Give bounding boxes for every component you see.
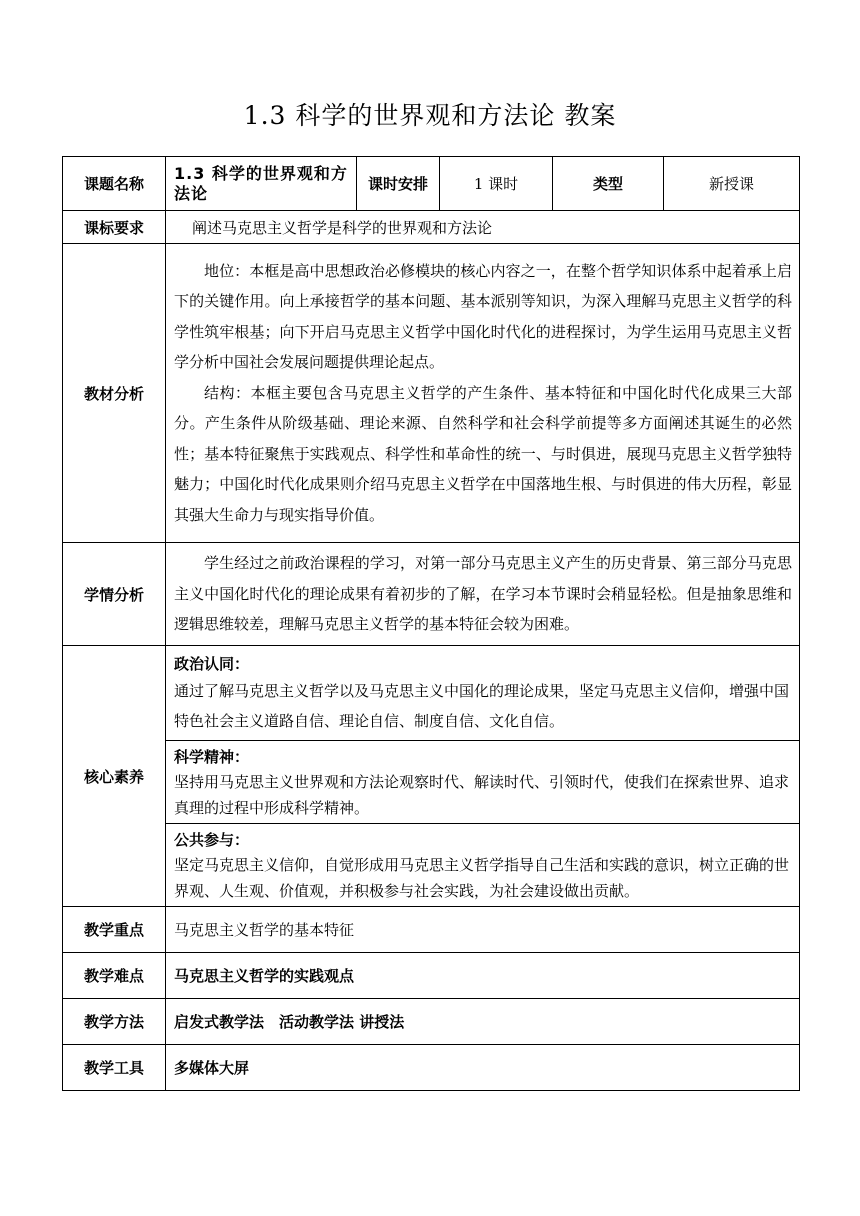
methods-row (63, 999, 800, 1045)
methods-value: 启发式教学法 活动教学法 讲授法 (166, 999, 800, 1045)
textbook-label: 教材分析 (63, 244, 166, 543)
textbook-structure-paragraph: 结构：本框主要包含马克思主义哲学的产生条件、基本特征和中国化时代化成果三大部分。产生条件从阶级基础、理论来源、自然科学和社会科学前提等多方面阐述其诞生的必然性；基本特征聚焦于实践观点、科学性和革命性的统一、与时俱进，展现马克思主义哲学独特魅力；中国化时代化成果则介绍马克思主义哲学在中国落地生根、与时俱进的伟大历程，彰显其强大生命力与现实指导价值。 (174, 383, 792, 524)
schedule-label: 课时安排 (357, 157, 440, 211)
tools-row (63, 1045, 800, 1091)
standard-label: 课标要求 (63, 211, 166, 244)
literacy-body: 通过了解马克思主义哲学以及马克思主义中国化的理论成果，坚定马克思主义信仰，增强中国特色社会主义道路自信、理论自信、制度自信、文化自信。 (174, 682, 790, 730)
textbook-position-paragraph: 地位：本框是高中思想政治必修模块的核心内容之一，在整个哲学知识体系中起着承上启下的关键作用。向上承接哲学的基本问题、基本派别等知识，为深入理解马克思主义哲学的科学性筑牢根基；向下开启马克思主义哲学中国化时代化的进程探讨，为学生运用马克思主义哲学分析中国社会发展问题提供理论起点。 (174, 261, 792, 372)
literacy-label: 核心素养 (63, 646, 166, 907)
literacy-row-3 (63, 824, 800, 907)
key-point-row (63, 907, 800, 953)
literacy-row-1 (63, 646, 800, 741)
difficulty-label: 教学难点 (63, 953, 166, 999)
course-name-label: 课题名称 (63, 157, 166, 211)
page-title: 1.3 科学的世界观和方法论 教案 (243, 101, 617, 130)
literacy-heading: 公共参与： (174, 831, 250, 849)
difficulty-value: 马克思主义哲学的实践观点 (166, 953, 800, 999)
literacy-heading: 政治认同： (174, 655, 250, 673)
textbook-row (63, 244, 800, 543)
type-label: 类型 (553, 157, 664, 211)
students-paragraph: 学生经过之前政治课程的学习，对第一部分马克思主义产生的历史背景、第三部分马克思主义中国化时代化的理论成果有着初步的了解，在学习本节课时会稍显轻松。但是抽象思维和逻辑思维较差，理解马克思主义哲学的基本特征会较为困难。 (174, 554, 792, 634)
key-point-value: 马克思主义哲学的基本特征 (166, 907, 800, 953)
key-point-label: 教学重点 (63, 907, 166, 953)
tools-label: 教学工具 (63, 1045, 166, 1091)
students-label: 学情分析 (63, 543, 166, 646)
schedule-value: 1 课时 (440, 157, 553, 211)
header-row (63, 157, 800, 211)
literacy-row-2 (63, 741, 800, 824)
standard-row (63, 211, 800, 244)
literacy-body: 坚持用马克思主义世界观和方法论观察时代、解读时代、引领时代，使我们在探索世界、追求真理的过程中形成科学精神。 (174, 773, 790, 817)
course-name-value: 1.3 科学的世界观和方法论 (166, 157, 357, 211)
standard-value: 阐述马克思主义哲学是科学的世界观和方法论 (166, 211, 800, 244)
difficulty-row (63, 953, 800, 999)
tools-value: 多媒体大屏 (166, 1045, 800, 1091)
methods-label: 教学方法 (63, 999, 166, 1045)
literacy-heading: 科学精神： (174, 748, 250, 766)
lesson-plan-table (62, 156, 800, 1091)
students-row (63, 543, 800, 646)
type-value: 新授课 (664, 157, 800, 211)
literacy-body: 坚定马克思主义信仰，自觉形成用马克思主义哲学指导自己生活和实践的意识，树立正确的世界观、人生观、价值观，并积极参与社会实践，为社会建设做出贡献。 (174, 856, 790, 900)
